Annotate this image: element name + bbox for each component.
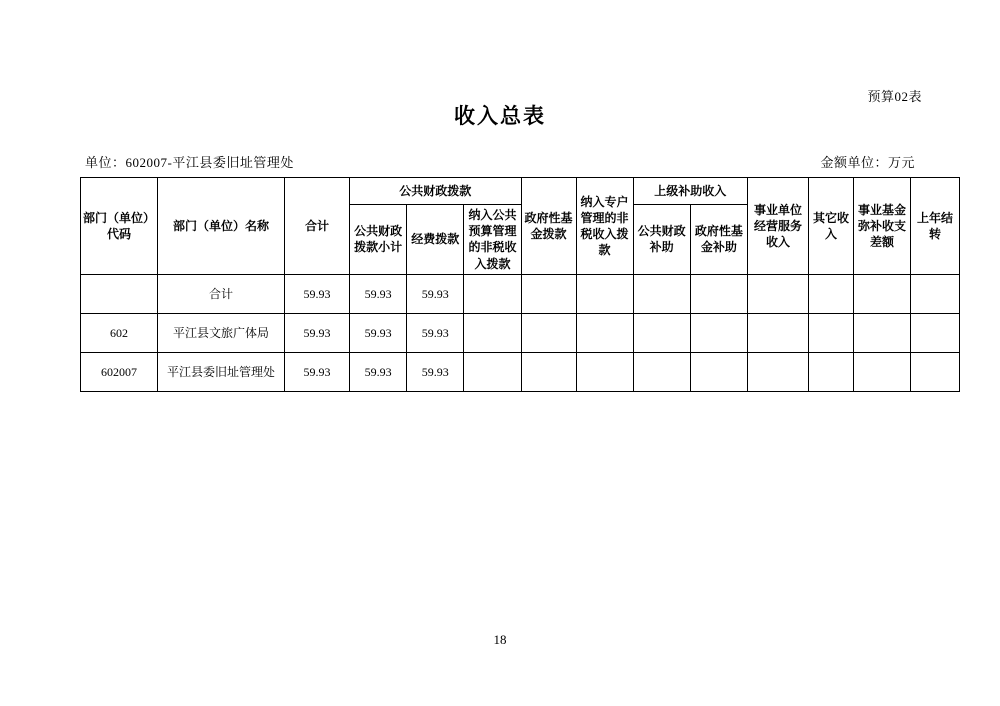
header-public-finance-subtotal: 公共财政拨款小计	[350, 205, 407, 275]
header-fund-balance-offset: 事业基金弥补收支差额	[854, 178, 911, 275]
cell-dept-code: 602	[81, 313, 158, 352]
cell-public-finance-subtotal: 59.93	[350, 274, 407, 313]
cell-special-account-non-tax	[576, 352, 633, 391]
header-government-fund: 政府性基金拨款	[521, 178, 576, 275]
cell-dept-code	[81, 274, 158, 313]
cell-institution-business-income	[748, 313, 809, 352]
cell-operating-funds: 59.93	[407, 313, 464, 352]
header-other-income: 其它收入	[809, 178, 854, 275]
header-group-public-finance: 公共财政拨款	[350, 178, 522, 205]
table-meta-row	[85, 152, 945, 171]
cell-non-tax-included	[464, 313, 521, 352]
table-body	[81, 274, 960, 391]
header-dept-code: 部门（单位）代码	[81, 178, 158, 275]
cell-prior-year-carryover	[911, 274, 960, 313]
cell-other-income	[809, 352, 854, 391]
cell-special-account-non-tax	[576, 274, 633, 313]
cell-superior-government-fund	[690, 274, 747, 313]
cell-fund-balance-offset	[854, 352, 911, 391]
cell-other-income	[809, 274, 854, 313]
cell-superior-public-finance	[633, 352, 690, 391]
cell-government-fund	[521, 274, 576, 313]
header-total: 合计	[285, 178, 350, 275]
cell-superior-public-finance	[633, 313, 690, 352]
page-title: 收入总表	[454, 104, 546, 128]
cell-dept-name: 合计	[158, 274, 285, 313]
header-prior-year-carryover: 上年结转	[911, 178, 960, 275]
cell-public-finance-subtotal: 59.93	[350, 352, 407, 391]
cell-non-tax-included	[464, 274, 521, 313]
cell-total: 59.93	[285, 352, 350, 391]
form-code-label: 预算02表	[867, 89, 922, 104]
cell-dept-code: 602007	[81, 352, 158, 391]
cell-total: 59.93	[285, 313, 350, 352]
table-header-row-1	[81, 178, 960, 205]
table-row	[81, 352, 960, 391]
cell-other-income	[809, 313, 854, 352]
cell-dept-name: 平江县委旧址管理处	[158, 352, 285, 391]
table-header	[81, 178, 960, 275]
cell-special-account-non-tax	[576, 313, 633, 352]
cell-prior-year-carryover	[911, 313, 960, 352]
cell-dept-name: 平江县文旅广体局	[158, 313, 285, 352]
amount-unit-label: 金额单位：万元	[820, 155, 915, 170]
cell-institution-business-income	[748, 352, 809, 391]
page-number: 18	[493, 632, 507, 647]
cell-superior-government-fund	[690, 352, 747, 391]
cell-public-finance-subtotal: 59.93	[350, 313, 407, 352]
cell-prior-year-carryover	[911, 352, 960, 391]
header-special-account-non-tax: 纳入专户管理的非税收入拨款	[576, 178, 633, 275]
cell-government-fund	[521, 313, 576, 352]
header-group-superior-subsidy: 上级补助收入	[633, 178, 747, 205]
cell-fund-balance-offset	[854, 274, 911, 313]
cell-institution-business-income	[748, 274, 809, 313]
cell-superior-public-finance	[633, 274, 690, 313]
cell-non-tax-included	[464, 352, 521, 391]
table-row	[81, 313, 960, 352]
header-dept-name: 部门（单位）名称	[158, 178, 285, 275]
cell-operating-funds: 59.93	[407, 274, 464, 313]
unit-label: 单位：602007-平江县委旧址管理处	[85, 155, 294, 170]
header-non-tax-included: 纳入公共预算管理的非税收入拨款	[464, 205, 521, 275]
cell-operating-funds: 59.93	[407, 352, 464, 391]
header-superior-government-fund: 政府性基金补助	[690, 205, 747, 275]
header-operating-funds: 经费拨款	[407, 205, 464, 275]
table-row	[81, 274, 960, 313]
header-institution-business-income: 事业单位经营服务收入	[748, 178, 809, 275]
cell-total: 59.93	[285, 274, 350, 313]
header-superior-public-finance: 公共财政补助	[633, 205, 690, 275]
cell-fund-balance-offset	[854, 313, 911, 352]
cell-superior-government-fund	[690, 313, 747, 352]
income-summary-table	[80, 177, 960, 392]
cell-government-fund	[521, 352, 576, 391]
